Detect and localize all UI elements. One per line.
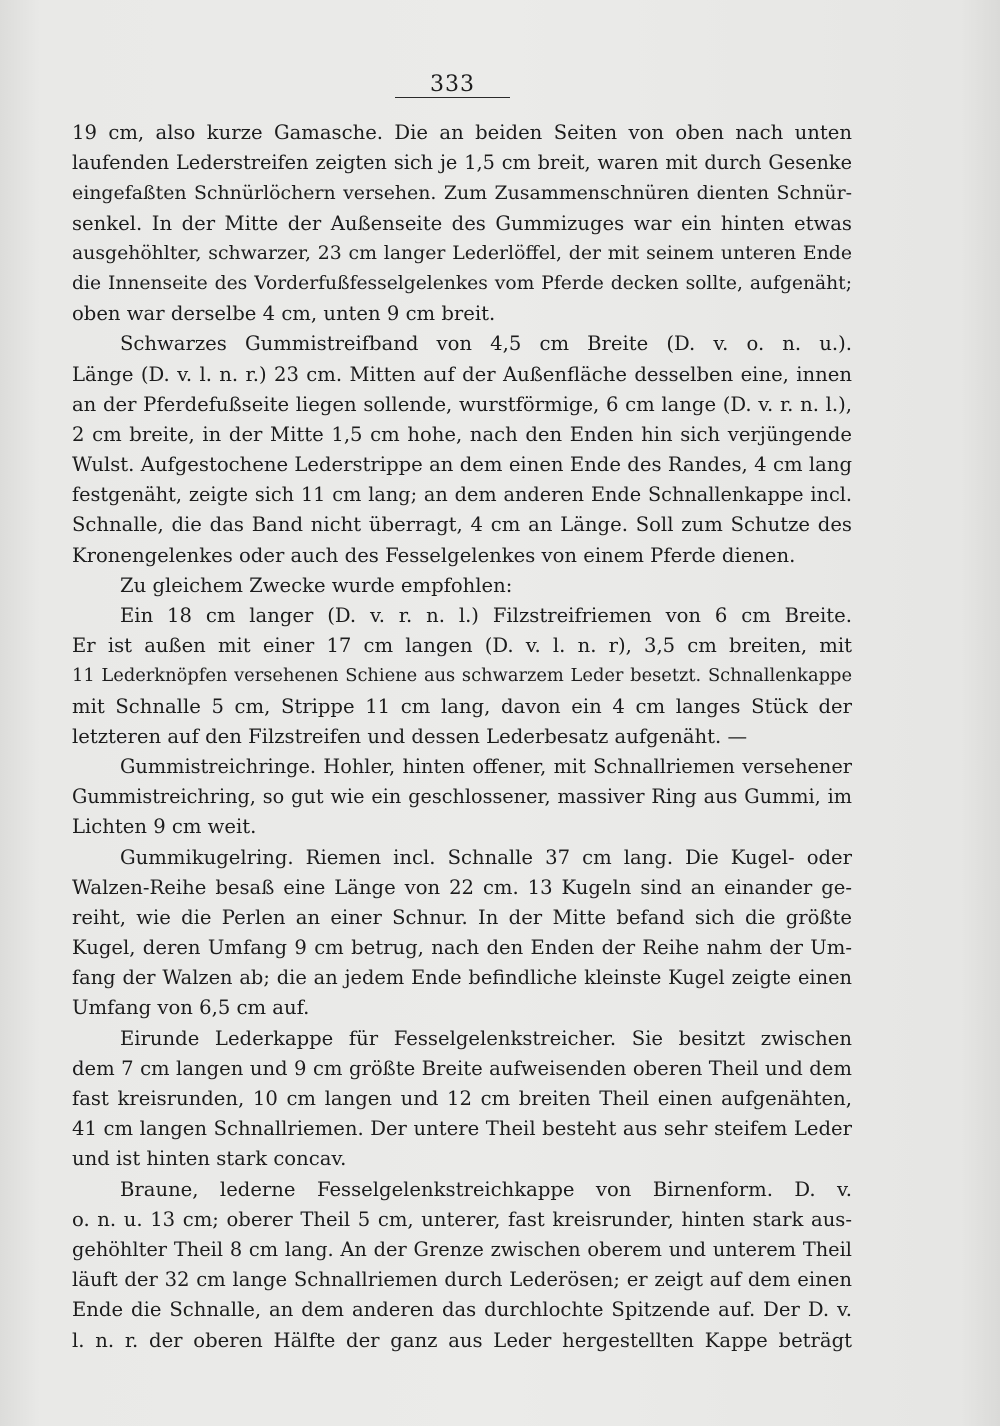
paragraph-heading-line: Braune, lederne Fesselgelenkstreichkappe von Birnenform. D. v.	[120, 1177, 852, 1201]
text-line: Länge (D. v. l. n. r.) 23 cm. Mitten auf der Außenfläche desselben eine, innen	[72, 362, 852, 386]
text-line: 11 Lederknöpfen versehenen Schiene aus schwarzem Leder besetzt. Schnallenkappe	[72, 665, 852, 687]
text-line: Gummistreichring, so gut wie ein geschlossener, massiver Ring aus Gummi, im	[72, 785, 852, 809]
text-line: Walzen-Reihe besaß eine Länge von 22 cm. 13 Kugeln sind an einander ge-	[72, 875, 852, 899]
paragraph-heading-line: Gummistreichringe. Hohler, hinten offener, mit Schnallriemen versehener	[120, 754, 852, 778]
paragraph-heading-line: Schwarzes Gummistreifband von 4,5 cm Breite (D. v. o. n. u.).	[120, 332, 852, 356]
text-line: ausgehöhlter, schwarzer, 23 cm langer Lederlöffel, der mit seinem unteren Ende	[72, 242, 852, 264]
text-line: läuft der 32 cm lange Schnallriemen durch Lederösen; er zeigt auf dem einen	[72, 1268, 852, 1292]
text-line: mit Schnalle 5 cm, Strippe 11 cm lang, davon ein 4 cm langes Stück der	[72, 694, 852, 718]
text-line: senkel. In der Mitte der Außenseite des Gummizuges war ein hinten etwas	[72, 211, 852, 235]
text-line: fang der Walzen ab; die an jedem Ende befindliche kleinste Kugel zeigte einen	[72, 966, 852, 990]
text-line: Wulst. Aufgestochene Lederstrippe an dem einen Ende des Randes, 4 cm lang	[72, 453, 852, 477]
page-number: 333	[430, 72, 475, 97]
body-text	[72, 118, 852, 1356]
paragraph-heading-line: Gummikugelring. Riemen incl. Schnalle 37 cm lang. Die Kugel- oder	[120, 845, 852, 869]
text-line: Schnalle, die das Band nicht überragt, 4 cm an Länge. Soll zum Schutze des	[72, 513, 852, 537]
text-line: die Innenseite des Vorderfußfesselgelenkes vom Pferde decken sollte, aufgenäht;	[72, 272, 852, 294]
text-line: Umfang von 6,5 cm auf.	[72, 996, 310, 1020]
text-line: 41 cm langen Schnallriemen. Der untere Theil besteht aus sehr steifem Leder	[72, 1117, 852, 1141]
text-line: Kugel, deren Umfang 9 cm betrug, nach den Enden der Reihe nahm der Um-	[72, 936, 852, 960]
text-line: Ende die Schnalle, an dem anderen das durchlochte Spitzende auf. Der D. v.	[72, 1298, 852, 1322]
text-line: Lichten 9 cm weit.	[72, 815, 257, 839]
text-line: oben war derselbe 4 cm, unten 9 cm breit.	[72, 302, 496, 326]
text-line: reiht, wie die Perlen an einer Schnur. In der Mitte befand sich die größte	[72, 905, 852, 929]
header-rule	[395, 97, 510, 98]
text-line: laufenden Lederstreifen zeigten sich je 1,5 cm breit, waren mit durch Gesenke	[72, 151, 852, 175]
text-line: Zu gleichem Zwecke wurde empfohlen:	[120, 573, 513, 597]
text-line: l. n. r. der oberen Hälfte der ganz aus Leder hergestellten Kappe beträgt	[72, 1328, 852, 1352]
paragraph-heading-line: Eirunde Lederkappe für Fesselgelenkstreicher. Sie besitzt zwischen	[120, 1026, 852, 1050]
text-line: 2 cm breite, in der Mitte 1,5 cm hohe, nach den Enden hin sich verjüngende	[72, 422, 852, 446]
text-line: fast kreisrunden, 10 cm langen und 12 cm breiten Theil einen aufgenähten,	[72, 1087, 852, 1110]
text-line: Er ist außen mit einer 17 cm langen (D. v. l. n. r), 3,5 cm breiten, mit	[72, 634, 852, 658]
text-line: Kronengelenkes oder auch des Fesselgelenkes von einem Pferde dienen.	[72, 543, 796, 567]
text-line: festgenäht, zeigte sich 11 cm lang; an dem anderen Ende Schnallenkappe incl.	[72, 483, 852, 507]
text-line: gehöhlter Theil 8 cm lang. An der Grenze zwischen oberem und unterem Theil	[72, 1237, 852, 1261]
paragraph-heading-line: Ein 18 cm langer (D. v. r. n. l.) Filzstreifriemen von 6 cm Breite.	[120, 604, 852, 627]
text-line: letzteren auf den Filzstreifen und dessen Lederbesatz aufgenäht. —	[72, 724, 748, 748]
text-line: und ist hinten stark concav.	[72, 1147, 347, 1171]
text-line: eingefaßten Schnürlöchern versehen. Zum Zusammenschnüren dienten Schnür-	[72, 182, 852, 205]
text-line: o. n. u. 13 cm; oberer Theil 5 cm, unterer, fast kreisrunder, hinten stark aus-	[72, 1207, 852, 1231]
text-line: an der Pferdefußseite liegen sollende, wurstförmige, 6 cm lange (D. v. r. n. l.),	[72, 392, 852, 416]
text-line: 19 cm, also kurze Gamasche. Die an beiden Seiten von oben nach unten	[72, 121, 852, 144]
text-line: dem 7 cm langen und 9 cm größte Breite aufweisenden oberen Theil und dem	[72, 1056, 852, 1080]
